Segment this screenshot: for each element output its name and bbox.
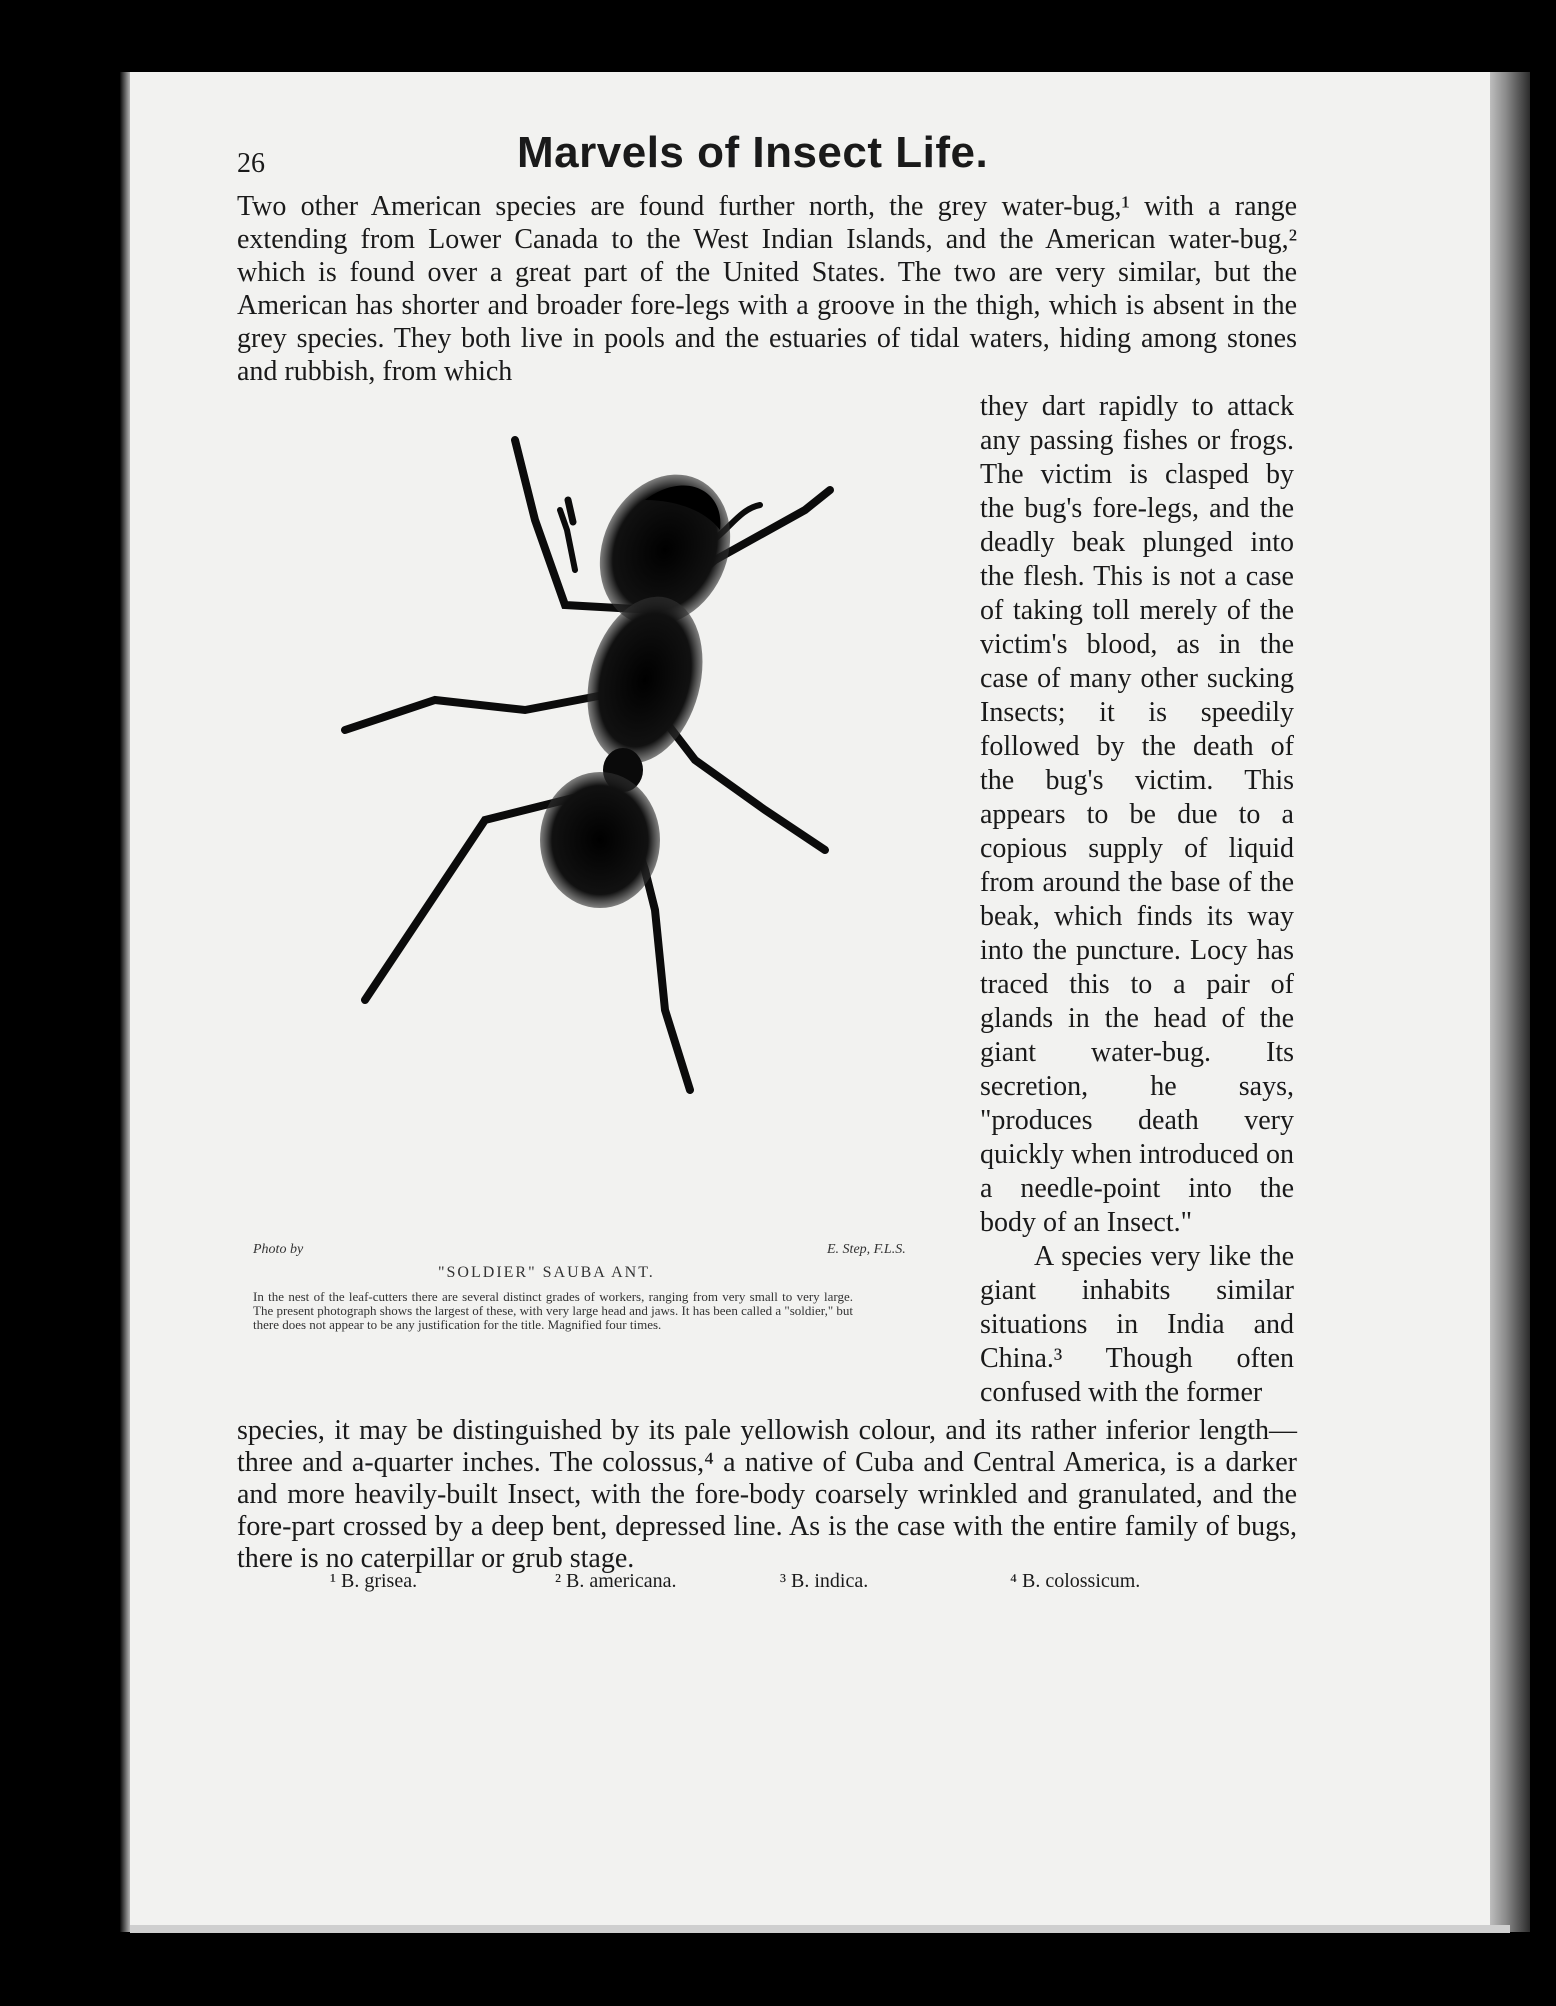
paragraph-wrap-2: A species very like the giant inhabits similar situations in India and China.³ Though often confused with the former [980, 1241, 1294, 1408]
page-number: 26 [237, 148, 265, 179]
footnote-4: ⁴ B. colossicum. [1010, 1570, 1141, 1592]
photo-by-label: Photo by [253, 1242, 304, 1257]
page-gutter-shadow [1490, 72, 1530, 1932]
photographer-credit: E. Step, F.L.S. [827, 1242, 906, 1257]
page-header [237, 118, 1237, 188]
running-title: Marvels of Insect Life. [517, 128, 989, 177]
footnotes [330, 1570, 1230, 1600]
paragraph-top: Two other American species are found further north, the grey water-bug,¹ with a range extending from Lower Canada to the West Indian Islands, and the American water-bug,² which is found over a great part of the United States. The two are very similar, but the American has shorter and broader fore-legs with a groove in the thigh, which is absent in the grey species. They both live in pools and the estuaries of tidal waters, hiding among stones and rubbish, from which [237, 191, 1297, 387]
footnote-3: ³ B. indica. [780, 1570, 869, 1592]
figure-caption-body: In the nest of the leaf-cutters there are several distinct grades of workers, ranging from very small to very large. The present photograph shows the largest of these, with very large head and jaws. It has been called a "soldier," but there does not appear to be any justification for the title. Magnified four times. [253, 1289, 853, 1332]
ant-photograph [305, 430, 865, 1110]
page-bottom-edge [130, 1925, 1510, 1933]
wrapped-text-column [980, 390, 1294, 1410]
paragraph-bottom: species, it may be distinguished by its pale yellowish colour, and its rather inferior length—three and a-quarter inches. The colossus,⁴ a native of Cuba and Central America, is a darker and more heavily-built Insect, with the fore-body coarsely wrinkled and granulated, and the fore-part crossed by a deep bent, depressed line. As is the case with the entire family of bugs, there is no caterpillar or grub stage. [237, 1415, 1297, 1574]
paragraph-wrap-1: they dart rapidly to attack any passing fishes or frogs. The victim is clasped by the bug's fore-legs, and the deadly beak plunged into the flesh. This is not a case of taking toll merely of the victim's blood, as in the case of many other sucking Insects; it is speedily followed by the death of the bug's victim. This appears to be due to a copious supply of liquid from around the base of the beak, which finds its way into the puncture. Locy has traced this to a pair of glands in the head of the giant water-bug. Its secretion, he says, "produces death very quickly when introduced on a needle-point into the body of an Insect." [980, 391, 1294, 1238]
figure-caption-title: "SOLDIER" SAUBA ANT. [438, 1264, 655, 1281]
ant-silhouette-image [305, 430, 865, 1110]
footnote-2: ² B. americana. [555, 1570, 677, 1592]
footnote-1: ¹ B. grisea. [330, 1570, 418, 1592]
